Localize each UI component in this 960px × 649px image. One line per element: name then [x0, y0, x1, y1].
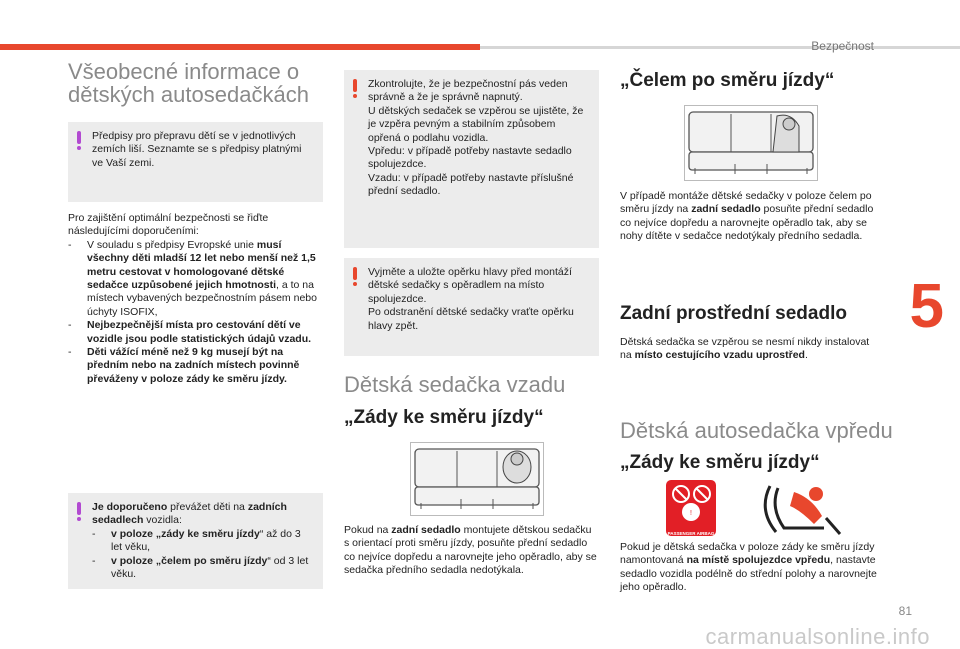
info-box-text: Předpisy pro přepravu dětí se v jednotlivých zemích liší. Seznamte se s předpisy platnými ve Vaší zemi.: [92, 130, 302, 169]
rec-intro: Je doporučeno převážet děti na zadních sedadlech vozidla:: [92, 501, 287, 527]
front-rear-facing-subtitle: „Zády ke směru jízdy“: [620, 452, 820, 473]
info-icon: [77, 131, 81, 144]
rear-middle-seat-text: Dětská sedačka se vzpěrou se nesmí nikdy instalovat na místo cestujícího vzadu uprostřed.: [620, 336, 870, 362]
front-rear-facing-text: Pokud je dětská sedačka v poloze zády ke směru jízdy namontovaná na místě spolujezdce vpředu, nastavte sedadlo vozidla podélně do střední polohy a narovnejte jeho opěradlo.: [620, 541, 877, 594]
rear-seat-title: Dětská sedačka vzadu: [344, 372, 566, 397]
page-number: 81: [898, 604, 912, 618]
general-info-title: Všeobecné informace o dětských autosedačkách: [68, 59, 309, 107]
recommendations-list: [68, 239, 323, 386]
list-item: - Děti vážící méně než 9 kg musejí být na předním nebo na zadních místech povinně převáženy v poloze zády ke směru jízdy.: [68, 346, 323, 386]
warning-text: Vzadu: v případě potřeby nastavte příslušné přední sedadlo.: [368, 171, 574, 198]
info-box-recommended-position: [68, 493, 323, 589]
warning-text: Vpředu: v případě potřeby nastavte sedadlo spolujezdce.: [368, 145, 572, 171]
forward-facing-text: V případě montáže dětské sedačky v poloze čelem po směru jízdy na zadní sedadlo posuňte přední sedadlo co nejvíce dopředu a narovnejte opěradlo tak, aby se nohy dítěte v sedačce nedotýkaly předního sedadla.: [620, 190, 874, 243]
list-item: - v poloze „zády ke směru jízdy“ až do 3 let věku,: [92, 528, 313, 555]
warning-text: U dětských sedaček se vzpěrou se ujistěte, že je vzpěra pevným a stabilním způsobem opřená o podlahu vozidla.: [368, 104, 584, 144]
rear-middle-seat-title: Zadní prostřední sedadlo: [620, 303, 847, 324]
warning-text: Po odstranění dětské sedačky vraťte opěrku hlavy zpět.: [368, 306, 574, 332]
warning-icon: [353, 267, 357, 280]
rec-list: [92, 528, 313, 582]
column-general-info: [68, 60, 323, 386]
svg-text:!: !: [690, 510, 692, 517]
warning-box-headrest: [344, 258, 599, 356]
forward-facing-title: „Čelem po směru jízdy“: [620, 70, 835, 91]
list-item: - v poloze „čelem po směru jízdy“ od 3 let věku.: [92, 555, 313, 582]
chapter-number: 5: [909, 272, 944, 341]
list-item: - Nejbezpečnější místa pro cestování dětí ve vozidle jsou podle statistických údajů vzadu.: [68, 319, 323, 346]
warning-text: Vyjměte a uložte opěrku hlavy před montáží dětské sedačky s opěradlem na místo spolujezdce.: [368, 266, 572, 305]
front-child-seat-icon: [756, 478, 846, 538]
passenger-airbag-label: [666, 480, 716, 536]
header-accent-bar: [0, 44, 480, 50]
rear-facing-text: Pokud na zadní sedadlo montujete dětskou sedačku s orientací proti směru jízdy, posuňte přední sedadlo co nejvíce dopředu a narovnejte jeho opěradlo, aby se sedačka předního sedadla nedotýkala.: [344, 524, 597, 577]
warning-icon: [353, 79, 357, 92]
forward-seat-icon: [685, 106, 817, 180]
warning-box-belt: [344, 70, 599, 248]
info-box-regulations: [68, 122, 323, 202]
rear-facing-subtitle: „Zády ke směru jízdy“: [344, 407, 544, 428]
watermark: carmanualsonline.info: [705, 624, 930, 649]
airbag-label-text: PASSENGER AIRBAG: [667, 531, 715, 536]
airbag-warning-icon: [666, 480, 716, 524]
section-label: Bezpečnost: [811, 39, 874, 53]
rear-facing-front-seat-illustration: [756, 478, 846, 538]
list-item: - V souladu s předpisy Evropské unie musí všechny děti mladší 12 let nebo menší než 1,5 metru cestovat v homologované dětské sedačce uzpůsobené jejich hmotnosti, a to na místech vybavených bezpečnostním pásem nebo úchyty ISOFIX,: [68, 239, 323, 319]
recommendations-intro: Pro zajištění optimální bezpečnosti se řiďte následujícími doporučeními:: [68, 212, 269, 238]
chapter-tab: [900, 258, 960, 358]
info-icon: [77, 502, 81, 515]
rear-seat-icon: [411, 443, 543, 515]
header-rule: [480, 46, 960, 49]
rear-facing-seat-illustration: [410, 442, 544, 516]
forward-facing-seat-illustration: [684, 105, 818, 181]
front-seat-title: Dětská autosedačka vpředu: [620, 418, 893, 443]
warning-text: Zkontrolujte, že je bezpečnostní pás veden správně a že je správně napnutý.: [368, 78, 568, 104]
